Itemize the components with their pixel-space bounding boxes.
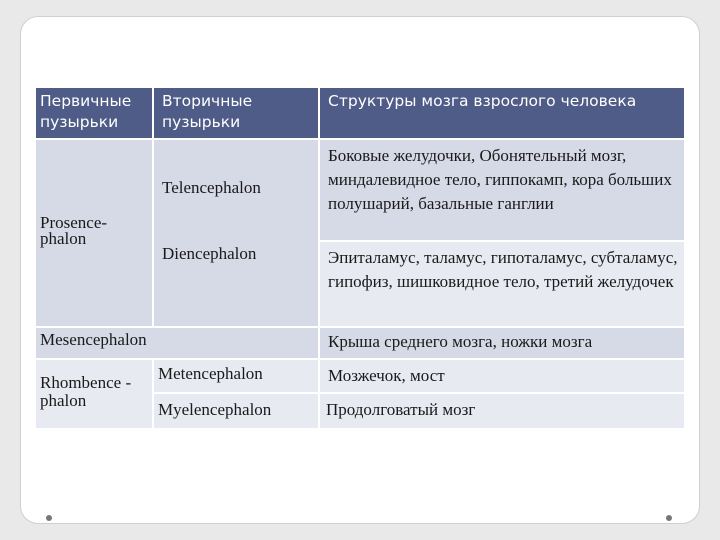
rhombencephalon-label: Rhombence -phalon (40, 373, 132, 410)
header-secondary-vesicles (154, 88, 318, 138)
metencephalon-structures: Мозжечок, мост (328, 366, 445, 385)
myelencephalon-label: Myelencephalon (158, 400, 272, 419)
metencephalon-label: Metencephalon (158, 364, 263, 383)
header-adult-structures (320, 88, 684, 138)
left-decorative-dot (46, 515, 52, 521)
cell-telencephalon (154, 140, 318, 238)
cell-metencephalon (154, 360, 318, 392)
cell-rhombencephalon (36, 360, 152, 428)
telencephalon-structures: Боковые желудочки, Обонятельный мозг, миндалевидное тело, гиппокамп, кора больших полушарий, базальные ганглии (328, 146, 672, 213)
right-decorative-dot (666, 515, 672, 521)
cell-prosencephalon (36, 140, 152, 326)
myelencephalon-structures: Продолговатый мозг (326, 400, 476, 419)
header-secondary-label: Вторичные пузырьки (162, 92, 253, 131)
mesencephalon-label: Mesencephalon (40, 330, 147, 349)
mesencephalon-structures: Крыша среднего мозга, ножки мозга (328, 332, 593, 351)
cell-myelencephalon-structures (320, 394, 684, 428)
header-primary-vesicles (36, 88, 152, 138)
telencephalon-label: Telencephalon (162, 178, 261, 197)
header-structures-label: Структуры мозга взрослого человека (328, 92, 637, 110)
cell-diencephalon-structures (320, 242, 684, 326)
diencephalon-structures: Эпиталамус, таламус, гипоталамус, субталамус, гипофиз, шишковидное тело, третий желудочек (328, 248, 678, 291)
cell-metencephalon-structures (320, 360, 684, 392)
cell-mesencephalon-structures (320, 328, 684, 358)
cell-diencephalon (154, 238, 318, 326)
cell-telencephalon-structures (320, 140, 684, 240)
cell-mesencephalon (36, 328, 318, 358)
header-primary-label: Первичные пузырьки (40, 92, 132, 131)
cell-myelencephalon (154, 394, 318, 428)
prosencephalon-label: Prosence-phalon (40, 213, 108, 248)
diencephalon-label: Diencephalon (162, 244, 257, 263)
